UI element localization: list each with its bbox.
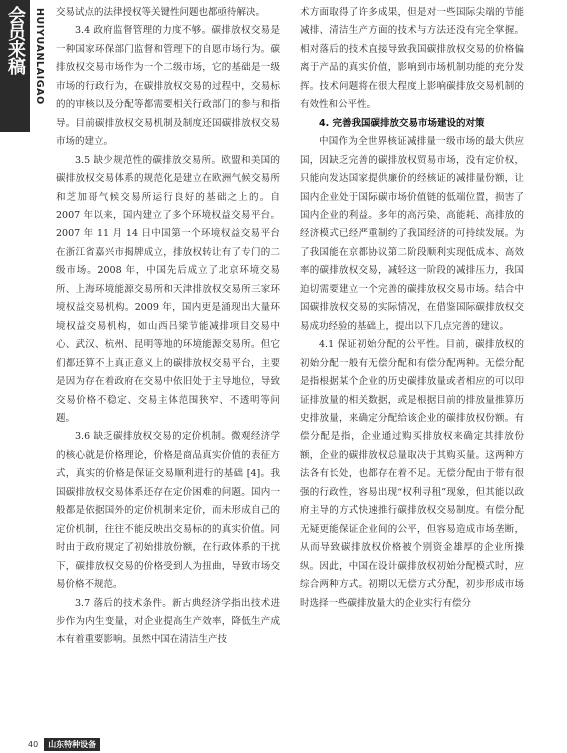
left-column bbox=[56, 4, 280, 650]
paragraph: 交易试点的法律授权等关键性问题也都亟待解决。 bbox=[56, 7, 266, 18]
section-tab-title: 会员来稿 bbox=[5, 6, 26, 74]
paragraph: 3.7 落后的技术条件。新古典经济学指出技术进步作为内生变量，对企业提高生产效率，降低生产成本有着重要影响。虽然中国在清洁生产技 bbox=[56, 597, 280, 646]
paragraph: 3.5 缺少规范性的碳排放交易所。欧盟和美国的碳排放权交易体系的规范化是建立在欧洲气候交易所和芝加哥气候交易所运行良好的基础之上的。自 2007 年以来，国内建立了多个环境权益交易平台。2007 年 11 月 14 日中国第一个环境权益交易平台在浙江省嘉兴市揭牌成立，排放权转让有了专门的二级市场。2008 年，中国先后成立了北京环境交易所、上海环境能源交易所和天津排放权交易所三家环境权益交易机构。2009 年，国内更是涌现出大量环境权益交易机构，如山西吕梁节能减排项目交易中心、武汉、杭州、昆明等地的环境能源交易所。但它们都还算不上真正意义上的碳排放权交易平台，主要是因为存在着政府在交易中依旧处于主导地位，导致交易价格不稳定、交易主体范围狭窄、不透明等问题。 bbox=[56, 154, 280, 424]
paragraph: 中国作为全世界核证减排量一级市场的最大供应国，因缺乏完善的碳排放权贸易市场，没有定价权，只能向发达国家提供廉价的经核证的减排量份额，让国内企业处于国际碳市场价值链的低端位置，损害了国内企业的利益。多年的高污染、高能耗、高排放的经济模式已经严重制约了我国经济的可持续发展。为了我国能在京都协议第二阶段顺利实现低成本、高效率的碳排放权交易，减轻这一阶段的减排压力，我国迫切需要建立一个完善的碳排放权交易市场。结合中国碳排放权交易的实际情况，在借鉴国际碳排放权交易成功经验的基础上，提出以下几点完善的建议。 bbox=[300, 136, 524, 332]
right-column bbox=[300, 4, 524, 613]
paragraph: 术方面取得了许多成果，但是对一些国际尖端的节能减排、清洁生产方面的技术与方法还没有完全掌握。相对落后的技术直接导致我国碳排放权交易的价格偏离于产品的真实价值，影响到市场机制功能的充分发挥。技术问题将在很大程度上影响碳排放交易机制的有效性和公平性。 bbox=[300, 7, 524, 111]
page-number: 40 bbox=[28, 740, 39, 749]
section-pinyin-label: HUIYUANLAIGAO bbox=[34, 8, 45, 105]
section-tab bbox=[0, 0, 30, 132]
paragraph: 4.1 保证初始分配的公平性。目前，碳排放权的初始分配一般有无偿分配和有偿分配两种。无偿分配是指根据某个企业的历史碳排放量或者相应的可以印证排放量的相关数据，或是根据目前的排放量推算历史排放量，来确定分配给该企业的碳排放权份额。有偿分配是指，企业通过购买排放权来确定其排放份额，企业的碳排放权总量取决于其购买量。这两种方法各有长处，也都存在着不足。无偿分配由于带有很强的行政性，容易出现“权利寻租”现象，但其能以政府主导的方式快速推行碳排放权交易制度。有偿分配无疑更能保证企业间的公平，但容易造成市场垄断，从而导致碳排放权价格被个别资金雄厚的企业所操纵。因此，中国在设计碳排放权初始分配模式时，应综合两种方式。初期以无偿方式分配，初步形成市场时选择一些碳排放量大的企业实行有偿分 bbox=[300, 339, 524, 609]
page-footer bbox=[28, 738, 100, 751]
paragraph: 3.6 缺乏碳排放权交易的定价机制。微观经济学的核心就是价格理论，价格是商品真实价值的表征方式，真实的价格是保证交易顺利进行的基础 [4]。我国碳排放权交易体系还存在定价困难的问题。国内一般都是依据国外的定价机制来定价，而未形成自己的定价机制，往往不能反映出交易标的的真实价值。同时由于政府规定了初始排放份额，在行政体系的干扰下，碳排放权交易的价格受到人为扭曲，导致市场交易价格不规范。 bbox=[56, 431, 280, 591]
paragraph: 3.4 政府监督管理的力度不够。碳排放权交易是一种国家环保部门监督和管理下的自愿市场行为。碳排放权交易市场作为一个二级市场，它的基础是一级市场的行政行为，在碳排放权交易的过程中，交易标的的审核以及分配等都需要相关行政部门的参与和指导。目前碳排放权交易机制及制度还国碳排放权交易市场的建立。 bbox=[56, 25, 280, 148]
journal-name: 山东特种设备 bbox=[44, 738, 100, 751]
section-heading: 4. 完善我国碳排放交易市场建设的对策 bbox=[319, 117, 485, 129]
